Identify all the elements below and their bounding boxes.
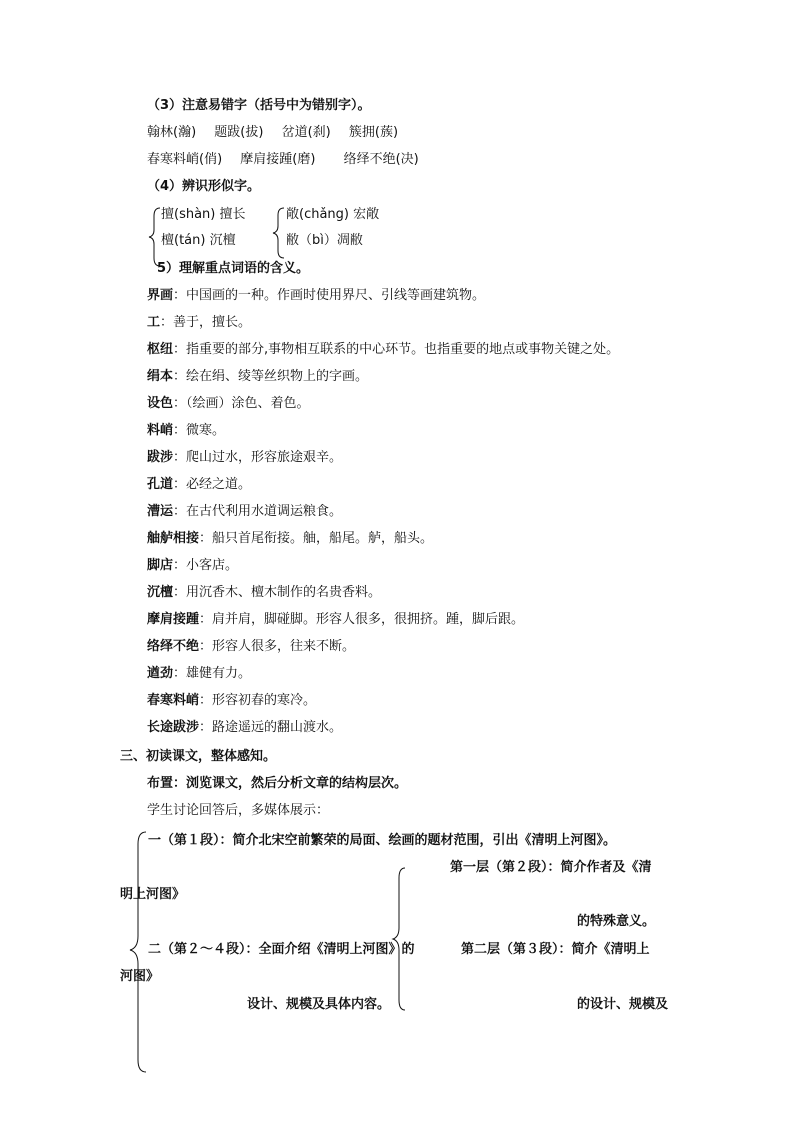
term: 遒劲 — [147, 666, 174, 681]
section4-heading: （4）辨识形似字。 — [147, 179, 261, 194]
term-definition: ：在古代利用水道调运粮食。 — [173, 504, 343, 519]
term-definition: ：中国画的一种。作画时使用界尺、引线等画建筑物。 — [173, 288, 486, 303]
term-definition: ：雄健有力。 — [173, 666, 252, 681]
term-item — [147, 665, 251, 683]
term: 沉檀 — [147, 585, 174, 600]
term-definition: ：小客店。 — [173, 558, 239, 573]
term-item — [147, 395, 310, 413]
typo-item: 摩肩接踵(磨) — [240, 152, 316, 167]
typo-item: 岔道(刹) — [281, 125, 331, 140]
similar-char-4: 敝（bì）凋敝 — [286, 233, 363, 248]
term: 料峭 — [147, 423, 174, 438]
layer1-text-b: 明上河图》 — [120, 887, 186, 902]
typo-item: 络绎不绝(决) — [343, 152, 419, 167]
term-item — [147, 368, 368, 386]
term: 枢纽 — [147, 342, 174, 357]
term: 舳舻相接 — [147, 531, 200, 546]
term-item — [147, 638, 355, 656]
term: 漕运 — [147, 504, 174, 519]
section5-heading: 5）理解重点词语的含义。 — [157, 261, 310, 276]
term-item — [147, 719, 342, 737]
similar-char-3: 敞(chǎng) 宏敞 — [286, 207, 380, 222]
typo-item: 题跋(拔) — [214, 125, 264, 140]
typo-item: 春寒料峭(俏) — [147, 152, 223, 167]
typo-row-1 — [147, 124, 398, 142]
layer1-text-a: 第一层（第２段）：简介作者及《清 — [450, 860, 652, 875]
similar-char-1: 擅(shàn) 擅长 — [161, 207, 246, 222]
term: 络绎不绝 — [147, 639, 200, 654]
term-definition: ：用沉香木、檀木制作的名贵香料。 — [173, 585, 382, 600]
term: 春寒料峭 — [147, 693, 200, 708]
term-item — [147, 557, 238, 575]
term-definition: ：爬山过水，形容旅途艰辛。 — [173, 450, 343, 465]
term-definition: ：肩并肩，脚碰脚。形容人很多，很拥挤。踵，脚后跟。 — [199, 612, 525, 627]
term-definition: ：微寒。 — [173, 423, 226, 438]
layout-label: 布置 — [147, 776, 174, 791]
term: 工 — [147, 315, 161, 330]
layout-line — [147, 775, 407, 793]
term-item — [147, 314, 251, 332]
term: 摩肩接踵 — [147, 612, 200, 627]
term: 脚店 — [147, 558, 174, 573]
typo-item: 簇拥(蔟) — [348, 125, 399, 140]
brace-left-icon — [272, 206, 286, 260]
term-item — [147, 611, 524, 629]
term-item — [147, 341, 619, 359]
term: 绢本 — [147, 369, 174, 384]
term-definition: ：船只首尾衔接。舳，船尾。舻，船头。 — [199, 531, 434, 546]
outline-brace-icon — [128, 828, 148, 1076]
term-item — [147, 692, 316, 710]
layer2-text-a: 第二层（第３段）：简介《清明上 — [461, 942, 650, 957]
typo-item: 翰林(瀚) — [147, 125, 197, 140]
term-item — [147, 503, 342, 521]
term-definition: ：指重要的部分,事物相互联系的中心环节。也指重要的地点或事物关键之处。 — [173, 342, 620, 357]
section3-heading: （3）注意易错字（括号中为错别字）。 — [147, 98, 371, 113]
term: 孔道 — [147, 477, 174, 492]
similar-char-2: 檀(tán) 沉檀 — [161, 233, 236, 248]
term: 跋涉 — [147, 450, 174, 465]
term: 界画 — [147, 288, 174, 303]
layer1-text-c: 的特殊意义。 — [577, 914, 656, 929]
outline-part-two-a: 二（第２～４段）：全面介绍《清明上河图》的 — [148, 942, 415, 957]
discussion-text: 学生讨论回答后，多媒体展示： — [147, 803, 330, 818]
outline-part-two-b: 设计、规模及具体内容。 — [247, 997, 391, 1012]
outline-part-one: 一（第１段）：简介北宋空前繁荣的局面、绘画的题材范围，引出《清明上河图》。 — [148, 833, 617, 848]
term-item — [147, 584, 381, 602]
term-definition: ：绘在绢、绫等丝织物上的字画。 — [173, 369, 369, 384]
term-item — [147, 449, 342, 467]
term-definition: ：善于，擅长。 — [160, 315, 252, 330]
term: 设色 — [147, 396, 174, 411]
brace-left-icon — [148, 206, 162, 268]
term-item — [147, 476, 251, 494]
layer2-text-c: 的设计、规模及 — [577, 997, 669, 1012]
term-definition: ：（绘画）涂色、着色。 — [173, 396, 310, 411]
term-definition: ：路途遥远的翻山渡水。 — [199, 720, 343, 735]
layer-brace-icon — [391, 866, 407, 1012]
layer2-text-b: 河图》 — [120, 969, 160, 984]
term-definition: ：形容初春的寒冷。 — [199, 693, 317, 708]
term: 长途跋涉 — [147, 720, 200, 735]
layout-text: ：浏览课文，然后分析文章的结构层次。 — [173, 776, 408, 791]
term-item — [147, 530, 433, 548]
typo-row-2 — [147, 151, 419, 169]
term-definition: ：必经之道。 — [173, 477, 252, 492]
term-item — [147, 422, 225, 440]
part3-heading: 三、初读课文，整体感知。 — [120, 749, 277, 764]
term-definition: ：形容人很多，往来不断。 — [199, 639, 356, 654]
term-item — [147, 287, 485, 305]
